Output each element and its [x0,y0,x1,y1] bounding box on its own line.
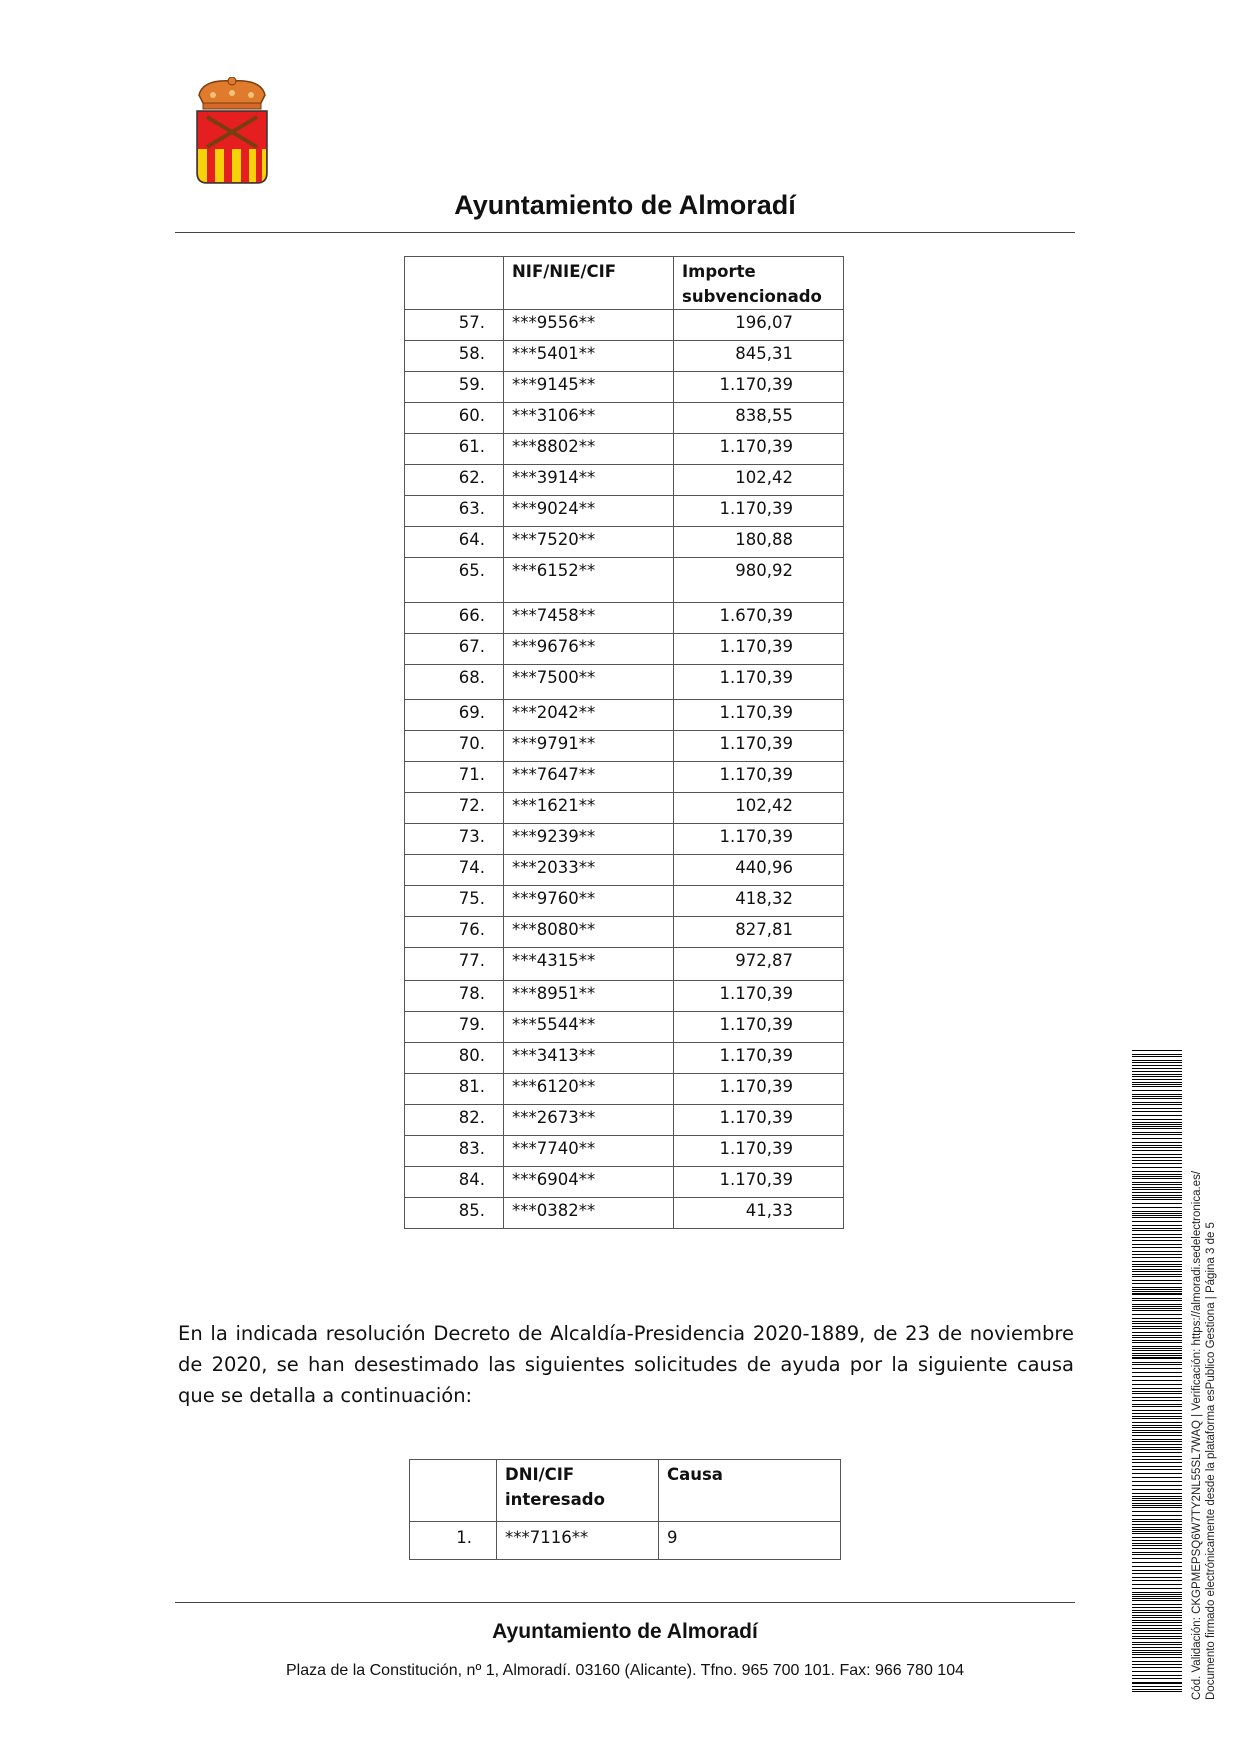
row-amount: 827,81 [674,917,844,948]
coat-of-arms-logo [193,77,271,187]
row-nif: ***2042** [504,700,674,731]
row-nif: ***2033** [504,855,674,886]
row-nif: ***7740** [504,1136,674,1167]
row-amount: 1.170,39 [674,1136,844,1167]
row-number: 82. [405,1105,504,1136]
row-amount: 1.170,39 [674,1012,844,1043]
row-amount: 838,55 [674,403,844,434]
row-amount: 1.170,39 [674,434,844,465]
table-row [405,1105,844,1136]
table-row [405,634,844,665]
table-row [405,1198,844,1229]
row-nif: ***2673** [504,1105,674,1136]
row-nif: ***7647** [504,762,674,793]
row-nif: ***6904** [504,1167,674,1198]
table-row [405,981,844,1012]
row-nif: ***8802** [504,434,674,465]
row-amount: 845,31 [674,341,844,372]
row-dni: ***7116** [497,1522,659,1560]
table-row [405,434,844,465]
col-dni-header: DNI/CIF interesado [497,1460,659,1522]
row-number: 66. [405,603,504,634]
row-number: 83. [405,1136,504,1167]
row-number: 81. [405,1074,504,1105]
row-nif: ***6152** [504,558,674,603]
row-nif: ***5544** [504,1012,674,1043]
row-nif: ***7500** [504,665,674,700]
row-number: 61. [405,434,504,465]
row-amount: 1.170,39 [674,665,844,700]
row-nif: ***9556** [504,310,674,341]
row-amount: 1.670,39 [674,603,844,634]
table-row [405,886,844,917]
row-number: 64. [405,527,504,558]
table-row [405,372,844,403]
barcode-image [1132,1050,1182,1694]
table-row [405,762,844,793]
table-row [405,700,844,731]
table-row [405,1074,844,1105]
row-amount: 41,33 [674,1198,844,1229]
col-cause-header: Causa [659,1460,841,1522]
table-row [405,948,844,981]
row-amount: 1.170,39 [674,981,844,1012]
row-number: 85. [405,1198,504,1229]
footer-divider [175,1602,1075,1603]
resolution-paragraph: En la indicada resolución Decreto de Alcaldía-Presidencia 2020-1889, de 23 de noviembre de 2020, se han desestimado las siguientes solicitudes de ayuda por la siguiente causa que se detalla a continuación: [178,1322,1074,1407]
row-amount: 1.170,39 [674,762,844,793]
row-amount: 1.170,39 [674,1074,844,1105]
row-number: 65. [405,558,504,603]
table-row [405,1012,844,1043]
row-number: 68. [405,665,504,700]
table-header-row [410,1460,841,1522]
header-title: Ayuntamiento de Almoradí [454,190,796,220]
table-row [405,793,844,824]
row-cause: 9 [659,1522,841,1560]
row-amount: 1.170,39 [674,1105,844,1136]
table-row [405,1136,844,1167]
row-amount: 980,92 [674,558,844,603]
row-nif: ***8080** [504,917,674,948]
row-amount: 1.170,39 [674,731,844,762]
row-nif: ***3914** [504,465,674,496]
row-nif: ***8951** [504,981,674,1012]
row-nif: ***0382** [504,1198,674,1229]
row-number: 59. [405,372,504,403]
col-nif-header: NIF/NIE/CIF [504,257,674,310]
row-number: 80. [405,1043,504,1074]
row-number: 62. [405,465,504,496]
grants-table [404,256,844,1229]
row-amount: 972,87 [674,948,844,981]
row-nif: ***9145** [504,372,674,403]
row-nif: ***9676** [504,634,674,665]
row-amount: 1.170,39 [674,1167,844,1198]
table-row [405,731,844,762]
row-number: 69. [405,700,504,731]
col-index-header [410,1460,497,1522]
row-nif: ***7520** [504,527,674,558]
row-number: 60. [405,403,504,434]
row-number: 57. [405,310,504,341]
row-number: 70. [405,731,504,762]
row-amount: 102,42 [674,465,844,496]
row-number: 71. [405,762,504,793]
row-amount: 1.170,39 [674,824,844,855]
row-number: 77. [405,948,504,981]
col-amount-header: Importe subvencionado [674,257,844,310]
table-row [405,855,844,886]
row-nif: ***9791** [504,731,674,762]
header-divider [175,232,1075,233]
row-amount: 180,88 [674,527,844,558]
rejected-table [409,1459,841,1560]
row-number: 72. [405,793,504,824]
row-nif: ***3106** [504,403,674,434]
row-amount: 418,32 [674,886,844,917]
row-amount: 102,42 [674,793,844,824]
row-nif: ***1621** [504,793,674,824]
row-amount: 1.170,39 [674,634,844,665]
row-nif: ***7458** [504,603,674,634]
row-number: 75. [405,886,504,917]
table-row [405,527,844,558]
row-nif: ***9024** [504,496,674,527]
verification-line-1: Cód. Validación: CKGPMEPSQ6W7TY2NL55SL7WAQ | Verificación: https://almoradi.sedelectronica.es/ [1191,1170,1203,1700]
row-nif: ***3413** [504,1043,674,1074]
row-number: 84. [405,1167,504,1198]
row-number: 58. [405,341,504,372]
table-row [410,1522,841,1560]
row-number: 78. [405,981,504,1012]
footer-address: Plaza de la Constitución, nº 1, Almoradí. 03160 (Alicante). Tfno. 965 700 101. Fax: 966 780 104 [286,1662,964,1679]
row-nif: ***5401** [504,341,674,372]
row-number: 73. [405,824,504,855]
table-row [405,917,844,948]
table-row [405,1167,844,1198]
row-number: 63. [405,496,504,527]
table-row [405,1043,844,1074]
row-amount: 1.170,39 [674,1043,844,1074]
table-row [405,603,844,634]
col-index-header [405,257,504,310]
row-nif: ***4315** [504,948,674,981]
table-row [405,665,844,700]
footer-title: Ayuntamiento de Almoradí [492,1620,758,1643]
row-number: 76. [405,917,504,948]
row-amount: 1.170,39 [674,700,844,731]
row-nif: ***9760** [504,886,674,917]
row-amount: 440,96 [674,855,844,886]
table-row [405,465,844,496]
row-amount: 196,07 [674,310,844,341]
table-row [405,558,844,603]
table-row [405,403,844,434]
table-row [405,310,844,341]
row-nif: ***6120** [504,1074,674,1105]
table-row [405,496,844,527]
table-header-row [405,257,844,310]
verification-stamp [1190,1060,1218,1700]
verification-line-2: Documento firmado electrónicamente desde la plataforma esPublico Gestiona | Página 3 de 5 [1205,1222,1217,1700]
row-number: 79. [405,1012,504,1043]
row-number: 67. [405,634,504,665]
table-row [405,824,844,855]
row-amount: 1.170,39 [674,496,844,527]
row-amount: 1.170,39 [674,372,844,403]
row-nif: ***9239** [504,824,674,855]
table-row [405,341,844,372]
row-number: 1. [410,1522,497,1560]
row-number: 74. [405,855,504,886]
